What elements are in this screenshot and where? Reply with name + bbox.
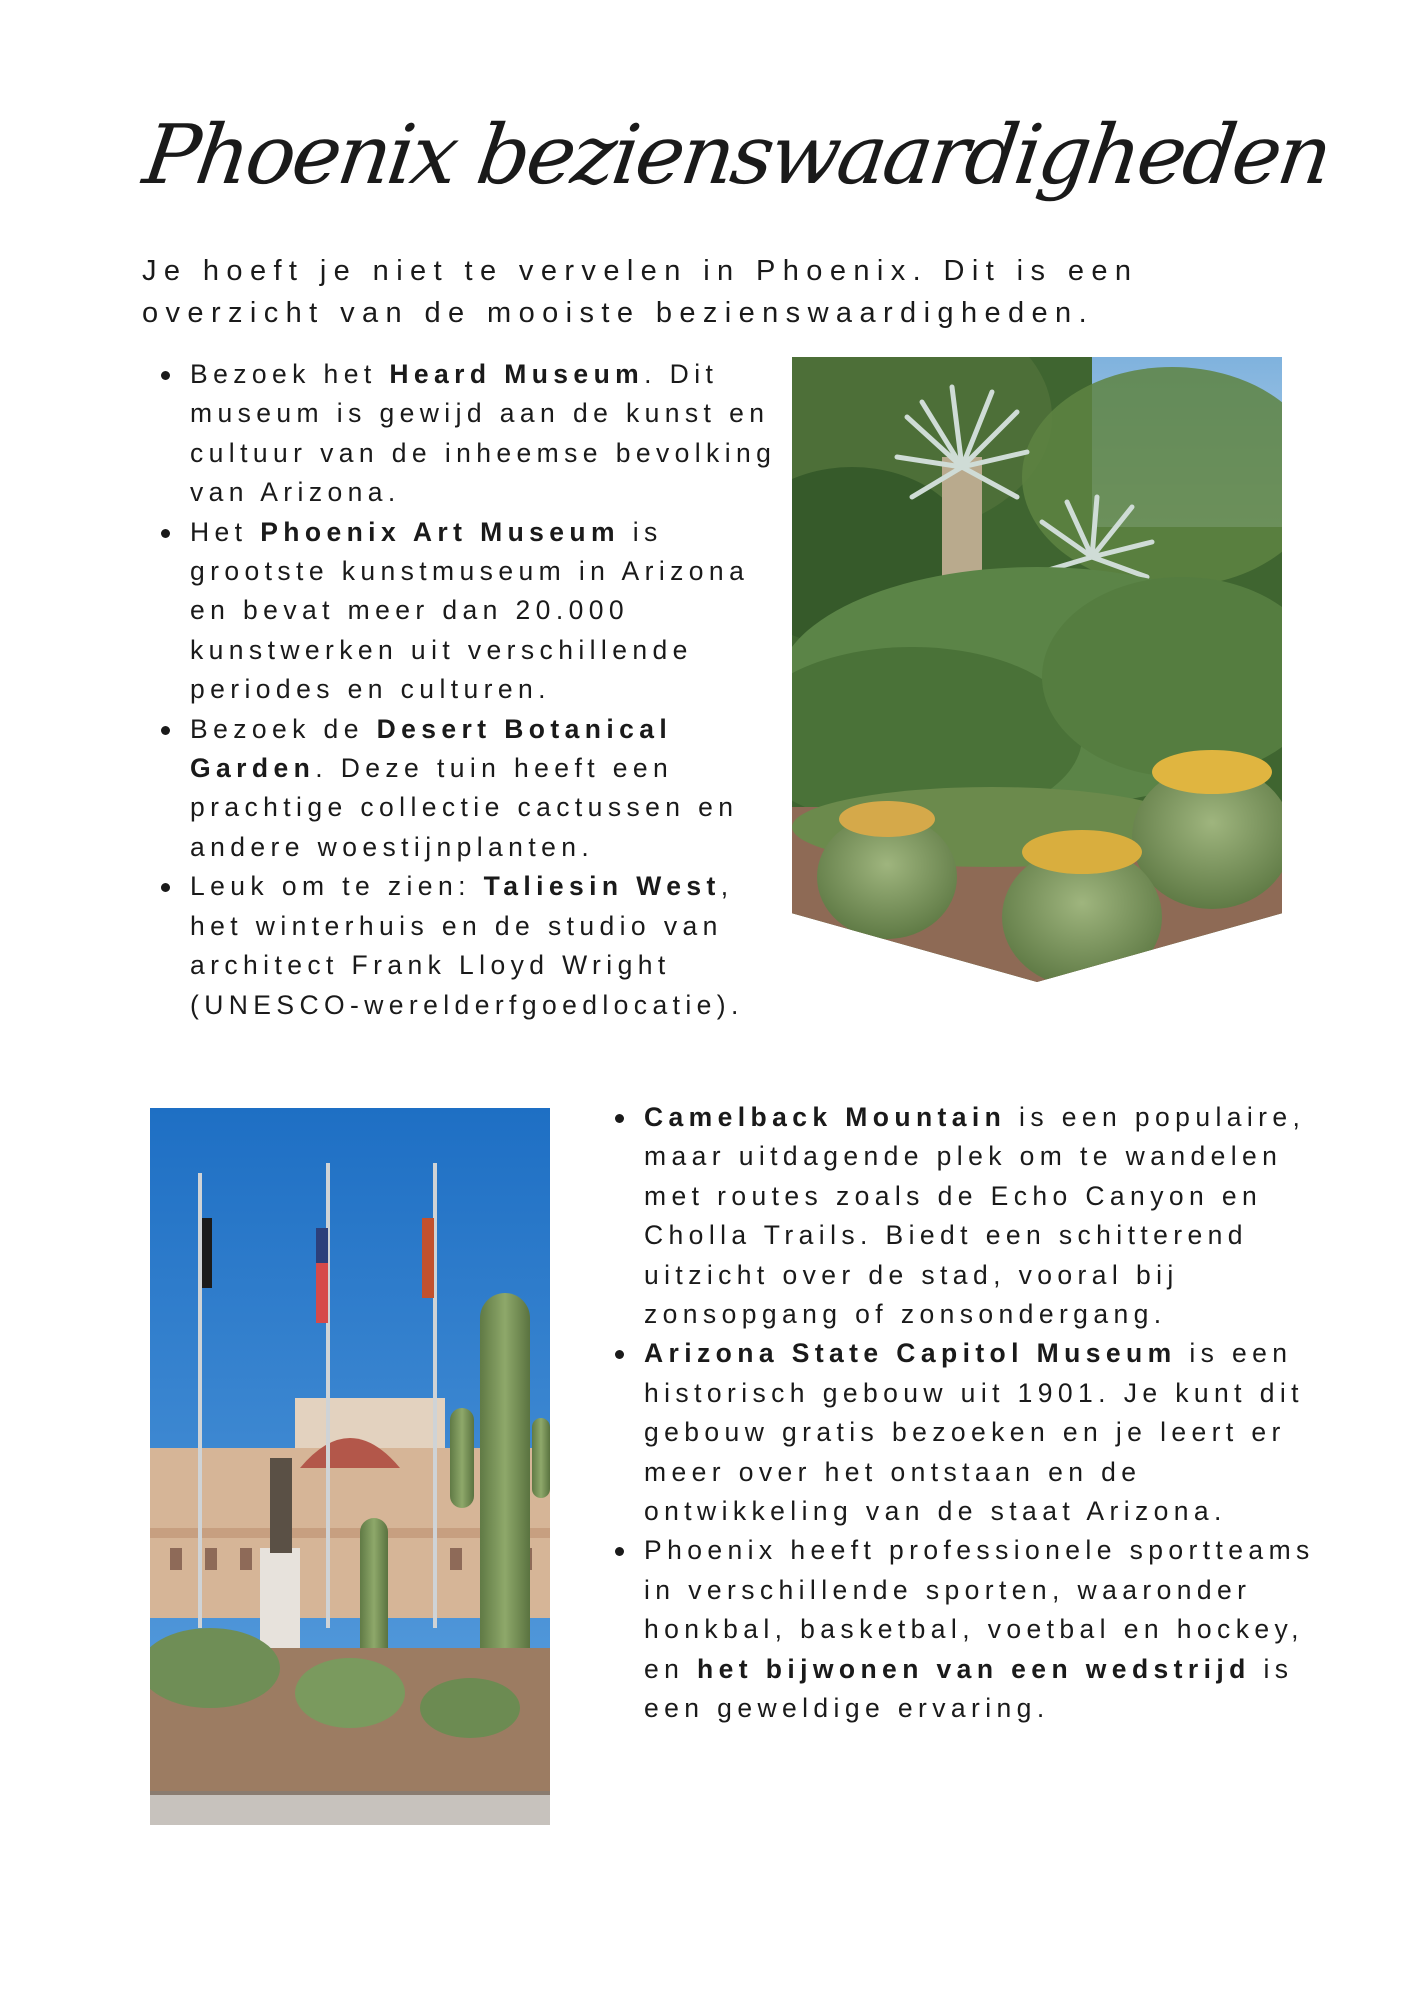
highlight: het bijwonen van een wedstrijd	[697, 1653, 1251, 1684]
highlight: Phoenix Art Museum	[260, 516, 620, 547]
highlight: Taliesin West	[483, 871, 721, 902]
list-item: Phoenix heeft professionele sportteams in verschillende sporten, waaronder honkbal, basketbal, voetbal en hockey, en het bijwonen van een wedstrijd is een geweldige ervaring.	[596, 1531, 1326, 1728]
list-item: Het Phoenix Art Museum is grootste kunstmuseum in Arizona en bevat meer dan 20.000 kunstwerken uit verschillende periodes en culturen.	[142, 513, 782, 710]
list-item: Bezoek de Desert Botanical Garden. Deze tuin heeft een prachtige collectie cactussen en andere woestijnplanten.	[142, 710, 782, 868]
page-title: Phoenix bezienswaardigheden	[138, 108, 1335, 203]
desert-garden-photo	[792, 357, 1282, 982]
attractions-list-1	[142, 355, 782, 1025]
list-item: Camelback Mountain is een populaire, maar uitdagende plek om te wandelen met routes zoals de Echo Canyon en Cholla Trails. Biedt een schitterend uitzicht over de stad, vooral bij zonsopgang of zonsondergang.	[596, 1098, 1326, 1334]
list-item: Bezoek het Heard Museum. Dit museum is gewijd aan de kunst en cultuur van de inheemse bevolking van Arizona.	[142, 355, 782, 513]
state-capitol-photo	[150, 1108, 550, 1825]
intro-paragraph: Je hoeft je niet te vervelen in Phoenix. Dit is een overzicht van de mooiste bezienswaardigheden.	[142, 255, 1139, 329]
attractions-list-2	[596, 1098, 1326, 1729]
highlight: Desert Botanical Garden	[190, 713, 673, 784]
highlight: Arizona State Capitol Museum	[644, 1338, 1177, 1369]
highlight: Camelback Mountain	[644, 1102, 1007, 1132]
list-item: Arizona State Capitol Museum is een historisch gebouw uit 1901. Je kunt dit gebouw gratis bezoeken en je leert er meer over het ontstaan en de ontwikkeling van de staat Arizona.	[596, 1334, 1326, 1531]
highlight: Heard Museum	[389, 359, 645, 389]
list-item: Leuk om te zien: Taliesin West, het winterhuis en de studio van architect Frank Lloyd Wright (UNESCO-werelderfgoedlocatie).	[142, 867, 782, 1025]
